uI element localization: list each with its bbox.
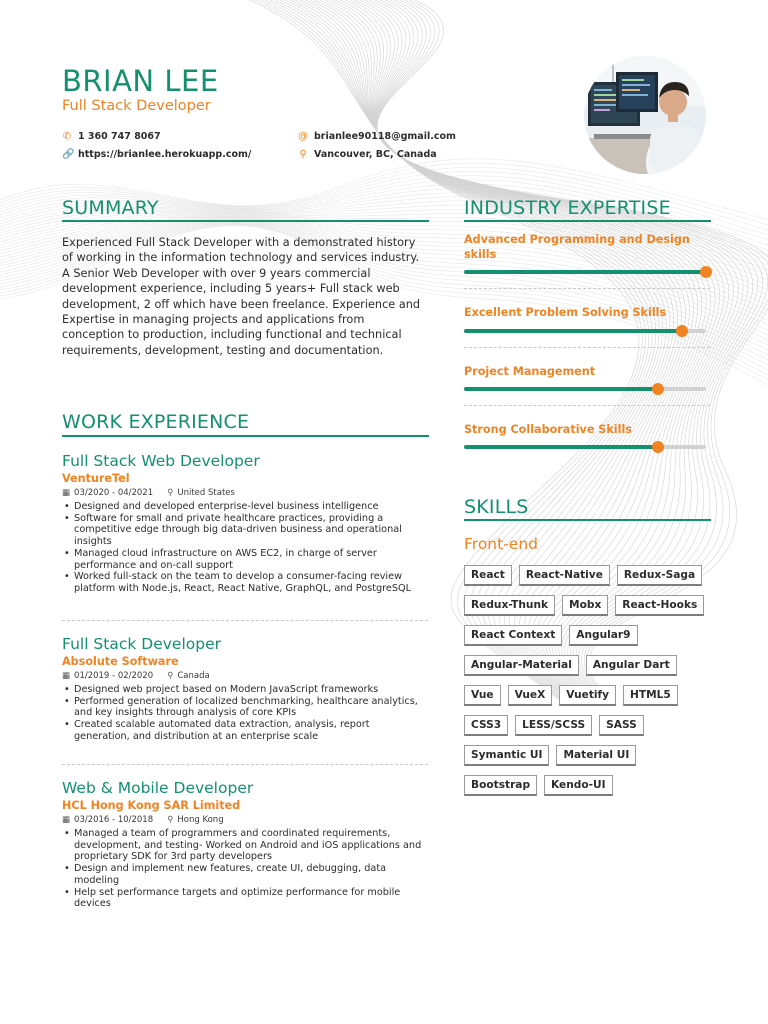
skill-tags bbox=[464, 565, 714, 796]
skill-tag: React-Native bbox=[519, 565, 610, 586]
job-entry-1 bbox=[62, 451, 428, 595]
skill-tag: Vuetify bbox=[559, 685, 616, 706]
expertise-fill bbox=[464, 329, 682, 333]
candidate-name: BRIAN LEE bbox=[62, 64, 219, 98]
job-entry-3 bbox=[62, 778, 428, 910]
skill-tag: Redux-Thunk bbox=[464, 595, 555, 616]
contact-email[interactable]: @ brianlee90118@gmail.com bbox=[298, 131, 456, 142]
expertise-label: Excellent Problem Solving Skills bbox=[464, 306, 667, 319]
summary-text: Experienced Full Stack Developer with a demonstrated history of working in the information technology and services industry. A Senior Web Developer with over 9 years commercial development experience, including 5 years+ Full stack web development, 2 off which have been freelance. Experience and Expertise in managing projects and applications from conception to production, including functional and technical requirements, development, testing and documentation. bbox=[62, 236, 421, 357]
skill-tag: Kendo-UI bbox=[544, 775, 613, 796]
skill-tag: Bootstrap bbox=[464, 775, 537, 796]
contact-website[interactable]: 🔗 https://brianlee.herokuapp.com/ bbox=[62, 149, 252, 160]
skills-subheading: Front-end bbox=[464, 535, 538, 553]
list-item: • Designed web project based on Modern JavaScript frameworks bbox=[62, 684, 428, 696]
job-company: HCL Hong Kong SAR Limited bbox=[62, 799, 241, 812]
skills-heading: SKILLS bbox=[464, 496, 529, 518]
expertise-label: Project Management bbox=[464, 365, 596, 378]
expertise-item-2 bbox=[464, 306, 710, 321]
calendar-icon: ▦ bbox=[62, 815, 71, 825]
expertise-divider bbox=[464, 347, 710, 348]
list-item: • Designed and developed enterprise-level business intelligence bbox=[62, 501, 428, 513]
skill-tag: Mobx bbox=[562, 595, 608, 616]
job-dates: 03/2020 - 04/2021 bbox=[74, 488, 154, 498]
skill-tag: Angular-Material bbox=[464, 655, 579, 676]
list-item: • Created scalable automated data extraction, analysis, report generation, and distribution at an enterprise scale bbox=[62, 719, 428, 742]
skill-tag: React-Hooks bbox=[615, 595, 704, 616]
expertise-item-3 bbox=[464, 365, 710, 380]
pin-icon: ⚲ bbox=[167, 671, 174, 681]
job-title: Full Stack Developer bbox=[62, 635, 221, 653]
list-item: • Managed cloud infrastructure on AWS EC2, in charge of server performance and on-call support bbox=[62, 548, 428, 571]
expertise-divider bbox=[464, 288, 710, 289]
list-item: • Managed a team of programmers and coordinated requirements, development, and testing- Worked on Android and iOS applications and proprietary SDK for 3rd party developers bbox=[62, 828, 428, 863]
job-divider bbox=[62, 620, 428, 621]
skill-tag: Material UI bbox=[556, 745, 636, 766]
skill-tag: SASS bbox=[599, 715, 644, 736]
job-bullets bbox=[62, 684, 428, 743]
skill-tag: Angular9 bbox=[569, 625, 637, 646]
list-item: • Performed generation of localized benchmarking, healthcare analytics, and key insights through analysis of core KPIs bbox=[62, 696, 428, 719]
skill-tag: CSS3 bbox=[464, 715, 508, 736]
expertise-knob bbox=[652, 441, 664, 453]
pin-icon: ⚲ bbox=[167, 815, 174, 825]
expertise-item-4 bbox=[464, 423, 710, 438]
expertise-fill bbox=[464, 387, 658, 391]
job-entry-2 bbox=[62, 634, 428, 743]
work-experience-rule bbox=[62, 435, 429, 437]
expertise-bar bbox=[464, 270, 706, 274]
expertise-knob bbox=[652, 383, 664, 395]
expertise-label: Strong Collaborative Skills bbox=[464, 423, 632, 436]
skill-tag: VueX bbox=[508, 685, 553, 706]
expertise-bar bbox=[464, 445, 706, 449]
list-item: • Help set performance targets and optimize performance for mobile devices bbox=[62, 887, 428, 910]
job-title: Full Stack Web Developer bbox=[62, 452, 260, 470]
expertise-knob bbox=[676, 325, 688, 337]
summary-rule bbox=[62, 220, 429, 222]
job-company: Absolute Software bbox=[62, 655, 179, 668]
work-experience-heading: WORK EXPERIENCE bbox=[62, 411, 250, 433]
skill-tag: Vue bbox=[464, 685, 501, 706]
job-location: Canada bbox=[177, 671, 210, 681]
contact-location: ⚲ Vancouver, BC, Canada bbox=[299, 149, 437, 160]
industry-expertise-heading: INDUSTRY EXPERTISE bbox=[464, 197, 671, 219]
pin-icon: ⚲ bbox=[167, 488, 174, 498]
expertise-item-1 bbox=[464, 233, 710, 262]
job-company: VentureTel bbox=[62, 472, 130, 485]
expertise-divider bbox=[464, 405, 710, 406]
at-icon: @ bbox=[298, 131, 308, 142]
job-divider bbox=[62, 764, 428, 765]
expertise-label: Advanced Programming and Design skills bbox=[464, 233, 690, 261]
skill-tag: React bbox=[464, 565, 512, 586]
industry-expertise-rule bbox=[464, 220, 711, 222]
skill-tag: React Context bbox=[464, 625, 562, 646]
job-meta bbox=[62, 671, 428, 681]
skill-tag: HTML5 bbox=[623, 685, 678, 706]
link-icon: 🔗 bbox=[62, 149, 75, 160]
skill-tag: Angular Dart bbox=[586, 655, 677, 676]
list-item: • Worked full-stack on the team to develop a consumer-facing review platform with Node.js, React, React Native, GraphQL, and PostgreSQL bbox=[62, 571, 428, 594]
list-item: • Design and implement new features, create UI, debugging, data modeling bbox=[62, 863, 428, 886]
pin-icon: ⚲ bbox=[299, 149, 307, 160]
job-title: Web & Mobile Developer bbox=[62, 779, 254, 797]
summary-heading: SUMMARY bbox=[62, 197, 159, 219]
phone-icon: ✆ bbox=[62, 131, 72, 142]
job-bullets bbox=[62, 501, 428, 595]
job-meta bbox=[62, 488, 428, 498]
skill-tag: Symantic UI bbox=[464, 745, 549, 766]
expertise-fill bbox=[464, 445, 658, 449]
calendar-icon: ▦ bbox=[62, 488, 71, 498]
expertise-knob bbox=[700, 266, 712, 278]
candidate-title: Full Stack Developer bbox=[62, 98, 211, 114]
contact-phone: ✆ 1 360 747 8067 bbox=[62, 131, 161, 142]
expertise-bar bbox=[464, 329, 706, 333]
job-bullets bbox=[62, 828, 428, 910]
skills-rule bbox=[464, 519, 711, 521]
job-dates: 01/2019 - 02/2020 bbox=[74, 671, 154, 681]
skill-tag: Redux-Saga bbox=[617, 565, 702, 586]
list-item: • Software for small and private healthcare practices, providing a competitive edge through big data-driven business and operational insights bbox=[62, 513, 428, 548]
job-dates: 03/2016 - 10/2018 bbox=[74, 815, 154, 825]
job-location: United States bbox=[177, 488, 235, 498]
expertise-fill bbox=[464, 270, 706, 274]
expertise-bar bbox=[464, 387, 706, 391]
job-meta bbox=[62, 815, 428, 825]
job-location: Hong Kong bbox=[177, 815, 224, 825]
calendar-icon: ▦ bbox=[62, 671, 71, 681]
skill-tag: LESS/SCSS bbox=[515, 715, 592, 736]
profile-photo bbox=[584, 56, 706, 174]
